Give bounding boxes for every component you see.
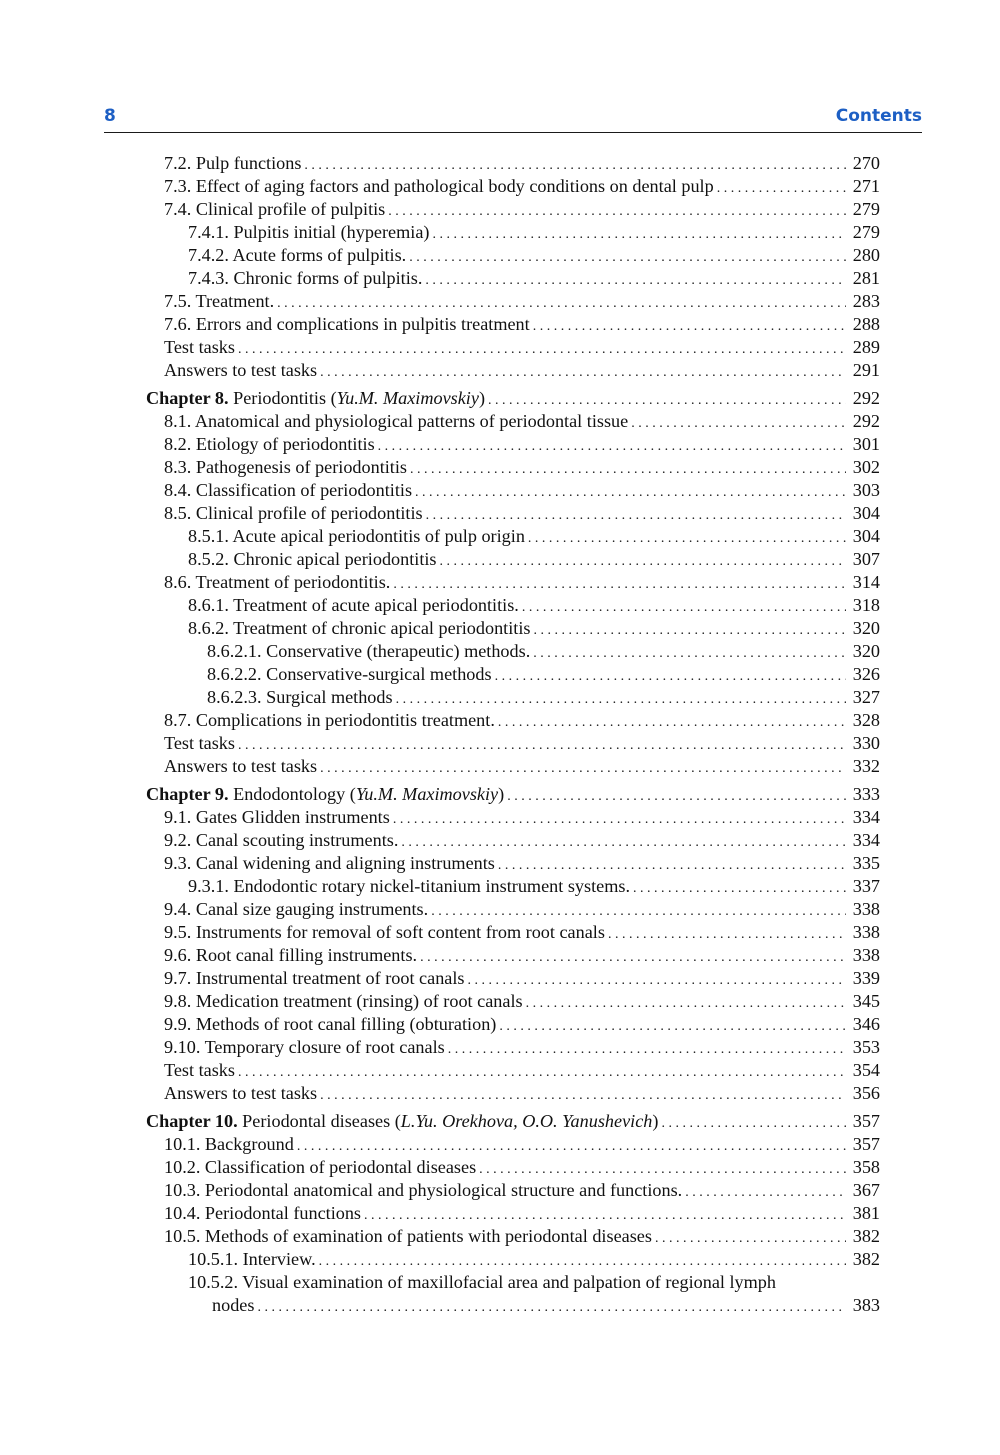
toc-chapter-9[interactable] [146, 783, 880, 806]
leader-dots [364, 1204, 846, 1227]
toc-entry-page: 271 [852, 176, 880, 196]
toc-entry-9-5[interactable] [146, 921, 880, 944]
toc-entry-9-3[interactable] [146, 852, 880, 875]
toc-entry-test-tasks[interactable] [146, 732, 880, 755]
leader-dots [257, 1296, 846, 1319]
toc-entry-page: 345 [852, 991, 880, 1011]
toc-entry-8-6-2-2[interactable] [146, 663, 880, 686]
toc-entry-title: 8.5.2. Chronic apical periodontitis [188, 549, 437, 569]
toc-entry-page: 303 [852, 480, 880, 500]
toc-entry-10-1[interactable] [146, 1133, 880, 1156]
toc-entry-title: 8.1. Anatomical and physiological patterns of periodontal tissue [164, 411, 629, 431]
leader-dots [633, 877, 846, 900]
toc-entry-title: 10.5.1. Interview. [188, 1249, 316, 1269]
toc-entry-9-1[interactable] [146, 806, 880, 829]
toc-entry-title: 8.2. Etiology of periodontitis [164, 434, 375, 454]
toc-entry-page: 358 [852, 1157, 880, 1177]
toc-entry-page: 338 [852, 899, 880, 919]
chapter-title: Endodontology ( [228, 784, 356, 804]
toc-entry-9-7[interactable] [146, 967, 880, 990]
toc-entry-page: 333 [852, 784, 880, 804]
toc-entry-8-1[interactable] [146, 410, 880, 433]
chapter-label: Chapter 9. [146, 784, 229, 804]
toc-entry-page: 337 [852, 876, 880, 896]
toc-entry-9-8[interactable] [146, 990, 880, 1013]
toc-entry-7-4[interactable] [146, 198, 880, 221]
leader-dots [533, 642, 846, 665]
toc-entry-8-6-2-1[interactable] [146, 640, 880, 663]
toc-entry-page: 332 [852, 756, 880, 776]
leader-dots [495, 665, 846, 688]
toc-entry-page: 283 [852, 291, 880, 311]
toc-entry-page: 357 [852, 1134, 880, 1154]
leader-dots [320, 757, 846, 780]
leader-dots [277, 292, 846, 315]
toc-entry-title: 9.8. Medication treatment (rinsing) of root canals [164, 991, 523, 1011]
leader-dots [631, 412, 846, 435]
toc-entry-title-continued: nodes [212, 1295, 255, 1315]
toc-entry-page: 382 [852, 1249, 880, 1269]
toc-entry-title: 7.2. Pulp functions [164, 153, 302, 173]
chapter-authors: L.Yu. Orekhova, O.O. Yanushevich [400, 1111, 653, 1131]
leader-dots [426, 504, 846, 527]
toc-entry-page: 320 [852, 641, 880, 661]
toc-entry-title: 9.10. Temporary closure of root canals [164, 1037, 445, 1057]
toc-entry-title: 7.5. Treatment. [164, 291, 275, 311]
leader-dots [522, 596, 846, 619]
toc-entry-page: 330 [852, 733, 880, 753]
leader-dots [320, 1084, 846, 1107]
toc-entry-title: Answers to test tasks [164, 360, 318, 380]
leader-dots [507, 785, 846, 808]
toc-entry-7-4-1[interactable] [146, 221, 880, 244]
toc-entry-title: 10.3. Periodontal anatomical and physiological structure and functions. [164, 1180, 683, 1200]
toc-entry-title: 8.5. Clinical profile of periodontitis [164, 503, 423, 523]
toc-entry-title: 7.6. Errors and complications in pulpitis treatment [164, 314, 530, 334]
chapter-label: Chapter 10. [146, 1111, 238, 1131]
toc-entry-10-4[interactable] [146, 1202, 880, 1225]
toc-entry-title: 7.4. Clinical profile of pulpitis [164, 199, 386, 219]
toc-entry-10-3[interactable] [146, 1179, 880, 1202]
toc-entry-page: 381 [852, 1203, 880, 1223]
leader-dots [396, 688, 846, 711]
toc-chapter-8[interactable] [146, 387, 880, 410]
toc-entry-page: 338 [852, 945, 880, 965]
leader-dots [533, 619, 846, 642]
toc-entry-title: 9.9. Methods of root canal filling (obturation) [164, 1014, 497, 1034]
toc-entry-page: 304 [852, 526, 880, 546]
toc-entry-9-10[interactable] [146, 1036, 880, 1059]
running-header [104, 102, 922, 133]
toc-entry-8-6-2-3[interactable] [146, 686, 880, 709]
toc-entry-8-5-2[interactable] [146, 548, 880, 571]
toc-entry-title: 9.2. Canal scouting instruments. [164, 830, 399, 850]
toc-entry-title: 8.6.2.3. Surgical methods [207, 687, 393, 707]
toc-entry-7-3[interactable] [146, 175, 880, 198]
chapter-title-close: ) [498, 784, 505, 804]
leader-dots [608, 923, 846, 946]
toc-entry-page: 353 [852, 1037, 880, 1057]
toc-entry-page: 354 [852, 1060, 880, 1080]
toc-entry-title: 9.3. Canal widening and aligning instruments [164, 853, 495, 873]
toc-entry-9-3-1[interactable] [146, 875, 880, 898]
toc-entry-answers[interactable] [146, 755, 880, 778]
toc-entry-title: 8.7. Complications in periodontitis treatment. [164, 710, 495, 730]
toc-entry-page: 357 [852, 1111, 880, 1131]
toc-entry-title: 9.4. Canal size gauging instruments. [164, 899, 429, 919]
toc-entry-title: 8.3. Pathogenesis of periodontitis [164, 457, 407, 477]
toc-entry-8-6-2[interactable] [146, 617, 880, 640]
toc-entry-title: 7.4.2. Acute forms of pulpitis. [188, 245, 407, 265]
toc-entry-page: 314 [852, 572, 880, 592]
toc-entry-page: 289 [852, 337, 880, 357]
leader-dots [685, 1181, 846, 1204]
toc-entry-title: 7.4.3. Chronic forms of pulpitis. [188, 268, 423, 288]
chapter-heading [146, 1110, 658, 1133]
toc-entry-page: 279 [852, 199, 880, 219]
leader-dots [488, 389, 846, 412]
toc-entry-10-5-2[interactable] [146, 1271, 880, 1294]
toc-entry-title: 8.4. Classification of periodontitis [164, 480, 413, 500]
toc-entry-8-5-1[interactable] [146, 525, 880, 548]
leader-dots [378, 435, 846, 458]
toc-entry-title: 8.6.2.2. Conservative-surgical methods [207, 664, 492, 684]
chapter-title: Periodontal diseases ( [237, 1111, 401, 1131]
leader-dots [661, 1112, 846, 1135]
toc-entry-title: 9.7. Instrumental treatment of root canals [164, 968, 465, 988]
leader-dots [319, 1250, 846, 1273]
toc-entry-page: 339 [852, 968, 880, 988]
chapter-authors: Yu.M. Maximovskiy [336, 388, 479, 408]
toc-entry-test-tasks[interactable] [146, 1059, 880, 1082]
toc-entry-page: 291 [852, 360, 880, 380]
chapter-heading [146, 783, 504, 806]
chapter-title-close: ) [478, 388, 485, 408]
leader-dots [401, 831, 846, 854]
toc-entry-page: 327 [852, 687, 880, 707]
toc-entry-page: 328 [852, 710, 880, 730]
toc-entry-title: Answers to test tasks [164, 756, 318, 776]
toc-entry-page: 338 [852, 922, 880, 942]
toc-entry-page: 281 [852, 268, 880, 288]
chapter-authors: Yu.M. Maximovskiy [355, 784, 499, 804]
leader-dots [393, 808, 846, 831]
toc-entry-page: 292 [852, 411, 880, 431]
toc-entry-title: Test tasks [164, 337, 235, 357]
leader-dots [425, 269, 846, 292]
toc-entry-9-6[interactable] [146, 944, 880, 967]
toc-entry-page: 292 [852, 388, 880, 408]
toc-entry-9-9[interactable] [146, 1013, 880, 1036]
toc-entry-7-4-3[interactable] [146, 267, 880, 290]
leader-dots [410, 458, 846, 481]
toc-entry-title: 8.5.1. Acute apical periodontitis of pulp origin [188, 526, 525, 546]
toc-entry-9-4[interactable] [146, 898, 880, 921]
toc-entry-page: 326 [852, 664, 880, 684]
toc-chapter-10[interactable] [146, 1110, 880, 1133]
toc-entry-page: 288 [852, 314, 880, 334]
toc-entry-title: 9.3.1. Endodontic rotary nickel-titanium instrument systems. [188, 876, 630, 896]
toc-entry-9-2[interactable] [146, 829, 880, 852]
toc-entry-title: Answers to test tasks [164, 1083, 318, 1103]
toc-entry-7-4-2[interactable] [146, 244, 880, 267]
leader-dots [498, 711, 846, 734]
leader-dots [448, 1038, 846, 1061]
page-number: 8 [104, 106, 116, 126]
toc-entry-8-2[interactable] [146, 433, 880, 456]
leader-dots [526, 992, 846, 1015]
leader-dots [415, 481, 846, 504]
toc-entry-page: 334 [852, 830, 880, 850]
toc-entry-page: 270 [852, 153, 880, 173]
leader-dots [393, 573, 846, 596]
leader-dots [533, 315, 846, 338]
toc-entry-page: 280 [852, 245, 880, 265]
toc-entry-8-4[interactable] [146, 479, 880, 502]
toc-entry-8-6-1[interactable] [146, 594, 880, 617]
toc-entry-10-5-1[interactable] [146, 1248, 880, 1271]
toc-entry-title: 9.6. Root canal filling instruments. [164, 945, 418, 965]
toc-entry-page: 304 [852, 503, 880, 523]
toc-entry-page: 302 [852, 457, 880, 477]
leader-dots [320, 361, 846, 384]
leader-dots [499, 1015, 846, 1038]
toc-entry-title: 8.6. Treatment of periodontitis. [164, 572, 391, 592]
toc-entry-page: 346 [852, 1014, 880, 1034]
leader-dots [420, 946, 846, 969]
leader-dots [238, 338, 846, 361]
toc-entry-7-5[interactable] [146, 290, 880, 313]
leader-dots [479, 1158, 846, 1181]
toc-entry-title: 7.4.1. Pulpitis initial (hyperemia) [188, 222, 430, 242]
toc-entry-7-2[interactable] [146, 152, 880, 175]
running-title: Contents [835, 106, 922, 126]
toc-entry-title: Test tasks [164, 1060, 235, 1080]
leader-dots [409, 246, 846, 269]
toc-entry-page: 367 [852, 1180, 880, 1200]
leader-dots [468, 969, 846, 992]
toc-entry-8-3[interactable] [146, 456, 880, 479]
toc-entry-page: 320 [852, 618, 880, 638]
toc-entry-title: 8.6.1. Treatment of acute apical periodontitis. [188, 595, 519, 615]
toc-entry-title: 10.1. Background [164, 1134, 294, 1154]
toc-entry-title: 9.5. Instruments for removal of soft content from root canals [164, 922, 605, 942]
toc-entry-title: 8.6.2.1. Conservative (therapeutic) methods. [207, 641, 531, 661]
leader-dots [440, 550, 846, 573]
chapter-heading [146, 387, 485, 410]
leader-dots [717, 177, 846, 200]
toc-entry-page: 356 [852, 1083, 880, 1103]
toc-entry-test-tasks[interactable] [146, 336, 880, 359]
leader-dots [655, 1227, 846, 1250]
leader-dots [432, 223, 846, 246]
toc-entry-10-5-2-continued[interactable] [146, 1294, 880, 1317]
toc-entry-answers[interactable] [146, 359, 880, 382]
toc-entry-answers[interactable] [146, 1082, 880, 1105]
leader-dots [238, 734, 846, 757]
toc-entry-page: 318 [852, 595, 880, 615]
toc-entry-page: 334 [852, 807, 880, 827]
toc-entry-title: 7.3. Effect of aging factors and pathological body conditions on dental pulp [164, 176, 714, 196]
leader-dots [238, 1061, 846, 1084]
toc-entry-page: 301 [852, 434, 880, 454]
table-of-contents [146, 152, 880, 1317]
toc-entry-title: 10.5.2. Visual examination of maxillofacial area and palpation of regional lymph [188, 1272, 776, 1292]
toc-entry-title: 8.6.2. Treatment of chronic apical periodontitis [188, 618, 531, 638]
leader-dots [297, 1135, 846, 1158]
leader-dots [528, 527, 846, 550]
chapter-title: Periodontitis ( [228, 388, 337, 408]
toc-entry-title: 10.5. Methods of examination of patients with periodontal diseases [164, 1226, 652, 1246]
toc-entry-title: 10.4. Periodontal functions [164, 1203, 362, 1223]
toc-entry-page: 335 [852, 853, 880, 873]
toc-entry-10-5[interactable] [146, 1225, 880, 1248]
leader-dots [388, 200, 846, 223]
toc-entry-8-5[interactable] [146, 502, 880, 525]
toc-entry-7-6[interactable] [146, 313, 880, 336]
toc-entry-title: 9.1. Gates Glidden instruments [164, 807, 390, 827]
toc-entry-title: Test tasks [164, 733, 235, 753]
toc-entry-8-7[interactable] [146, 709, 880, 732]
toc-entry-page: 279 [852, 222, 880, 242]
chapter-label: Chapter 8. [146, 388, 229, 408]
leader-dots [304, 154, 846, 177]
toc-entry-page: 382 [852, 1226, 880, 1246]
toc-entry-8-6[interactable] [146, 571, 880, 594]
toc-entry-page: 383 [852, 1295, 880, 1315]
toc-entry-page: 307 [852, 549, 880, 569]
leader-dots [498, 854, 846, 877]
leader-dots [431, 900, 846, 923]
toc-entry-title: 10.2. Classification of periodontal diseases [164, 1157, 477, 1177]
chapter-title-close: ) [652, 1111, 659, 1131]
toc-entry-10-2[interactable] [146, 1156, 880, 1179]
